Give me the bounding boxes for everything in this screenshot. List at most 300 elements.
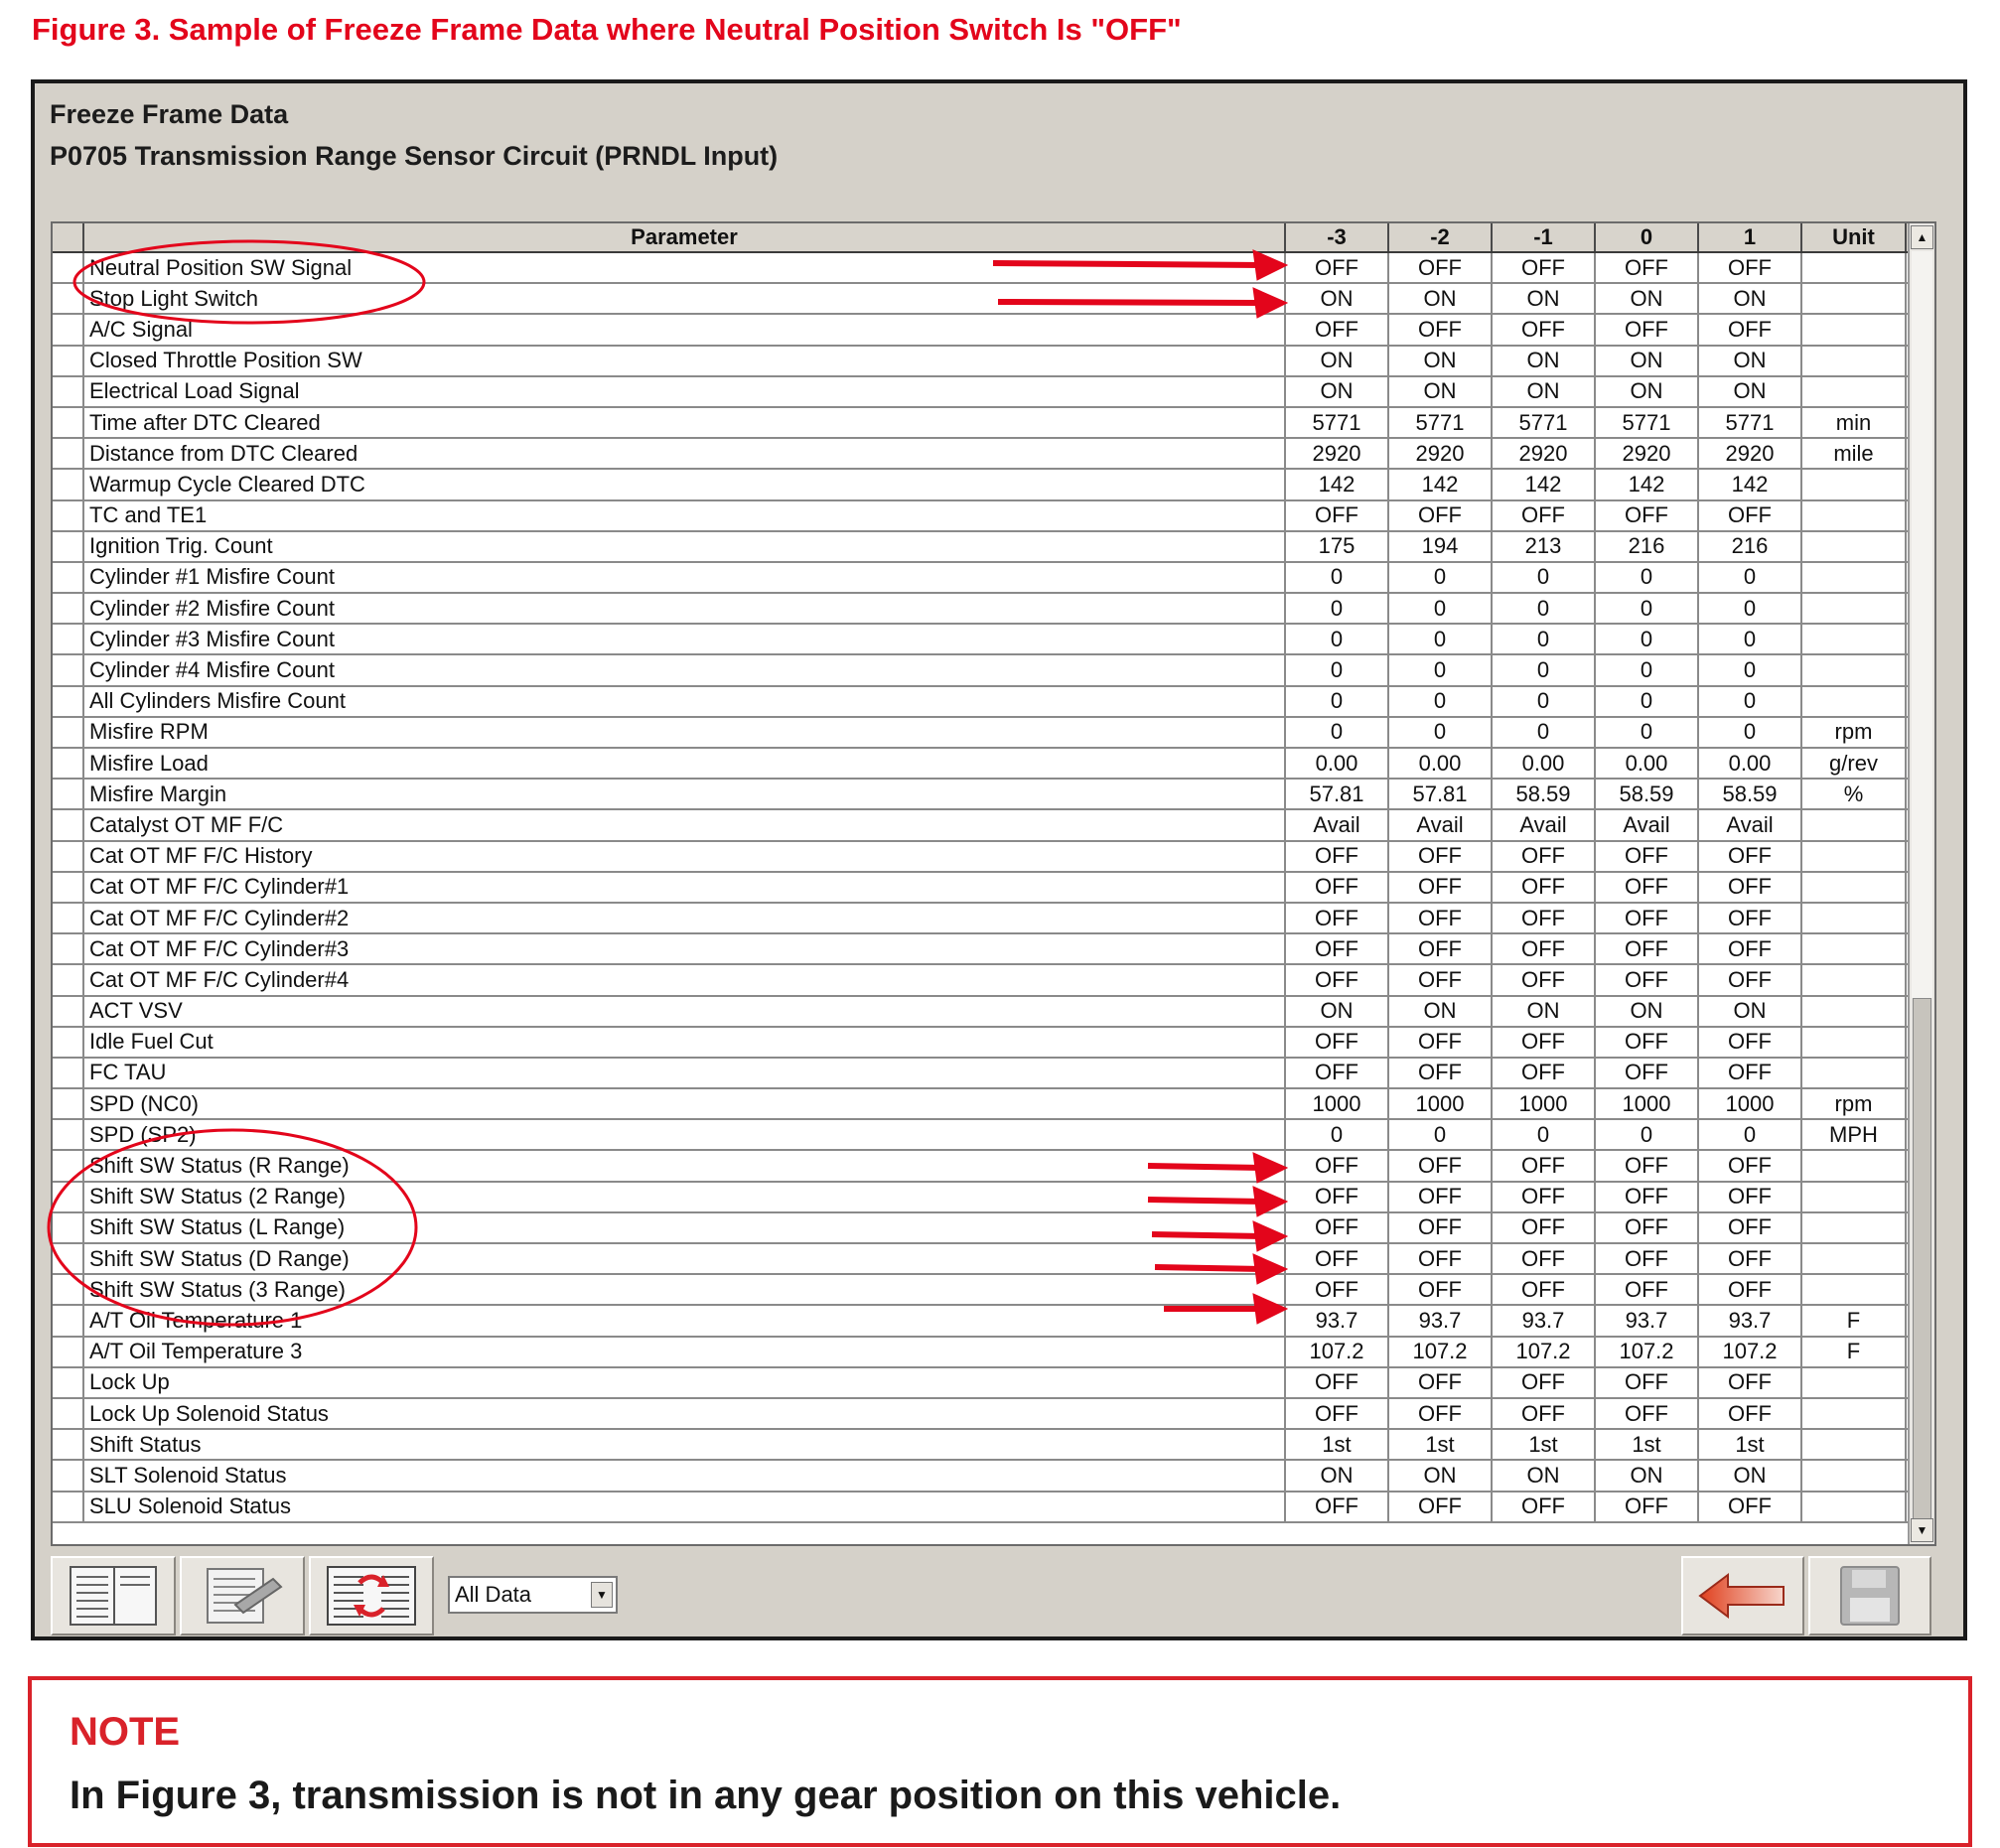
- value-cell: 0: [1699, 687, 1802, 716]
- row-select-cell[interactable]: [53, 470, 84, 498]
- parameter-cell: Shift SW Status (D Range): [84, 1244, 1286, 1273]
- value-cell: OFF: [1286, 1028, 1389, 1057]
- scroll-up-icon[interactable]: ▲: [1911, 225, 1933, 249]
- parameter-cell: Cylinder #2 Misfire Count: [84, 594, 1286, 623]
- value-cell: 213: [1493, 532, 1596, 561]
- value-cell: OFF: [1596, 934, 1699, 963]
- parameter-cell: ACT VSV: [84, 997, 1286, 1026]
- value-cell: OFF: [1596, 1399, 1699, 1428]
- data-filter-value: All Data: [455, 1582, 532, 1607]
- value-cell: 1st: [1493, 1430, 1596, 1459]
- table-row[interactable]: [53, 934, 1910, 965]
- header-frame-1[interactable]: 1: [1699, 223, 1802, 251]
- parameter-cell: Misfire Load: [84, 749, 1286, 778]
- parameter-cell: SPD (SP2): [84, 1120, 1286, 1149]
- unit-cell: [1802, 1430, 1907, 1459]
- row-select-cell[interactable]: [53, 934, 84, 963]
- value-cell: ON: [1699, 347, 1802, 375]
- table-row[interactable]: [53, 1430, 1910, 1461]
- value-cell: 0: [1389, 687, 1493, 716]
- value-cell: OFF: [1493, 315, 1596, 344]
- header-frame-minus2[interactable]: -2: [1389, 223, 1493, 251]
- value-cell: 0: [1286, 655, 1389, 684]
- value-cell: OFF: [1596, 1183, 1699, 1211]
- table-row[interactable]: [53, 284, 1910, 315]
- row-select-cell[interactable]: [53, 1120, 84, 1149]
- value-cell: 107.2: [1493, 1338, 1596, 1366]
- parameter-cell: Cat OT MF F/C Cylinder#4: [84, 965, 1286, 994]
- value-cell: OFF: [1493, 1028, 1596, 1057]
- value-cell: Avail: [1493, 810, 1596, 839]
- table-row[interactable]: [53, 873, 1910, 904]
- value-cell: 57.81: [1389, 780, 1493, 808]
- unit-cell: [1802, 842, 1907, 871]
- table-row[interactable]: [53, 1120, 1910, 1151]
- value-cell: ON: [1389, 997, 1493, 1026]
- value-cell: OFF: [1389, 965, 1493, 994]
- window-title: Freeze Frame Data: [50, 99, 289, 129]
- value-cell: 0: [1286, 718, 1389, 747]
- value-cell: 0: [1493, 563, 1596, 592]
- parameter-cell: Stop Light Switch: [84, 284, 1286, 313]
- value-cell: ON: [1596, 377, 1699, 406]
- parameter-cell: Misfire RPM: [84, 718, 1286, 747]
- row-select-cell[interactable]: [53, 563, 84, 592]
- table-row[interactable]: [53, 904, 1910, 934]
- value-cell: 1st: [1286, 1430, 1389, 1459]
- value-cell: 58.59: [1699, 780, 1802, 808]
- row-select-cell[interactable]: [53, 315, 84, 344]
- value-cell: OFF: [1389, 1244, 1493, 1273]
- table-row[interactable]: [53, 439, 1910, 470]
- value-cell: OFF: [1493, 842, 1596, 871]
- row-select-cell[interactable]: [53, 965, 84, 994]
- row-select-cell[interactable]: [53, 439, 84, 468]
- value-cell: 1000: [1596, 1089, 1699, 1118]
- value-cell: 1000: [1389, 1089, 1493, 1118]
- value-cell: OFF: [1389, 1493, 1493, 1521]
- grid-body: [53, 253, 1910, 1523]
- table-row[interactable]: [53, 625, 1910, 655]
- table-row[interactable]: [53, 1461, 1910, 1492]
- table-row[interactable]: [53, 470, 1910, 500]
- value-cell: OFF: [1699, 965, 1802, 994]
- header-unit[interactable]: Unit: [1802, 223, 1907, 251]
- table-row[interactable]: [53, 563, 1910, 594]
- value-cell: ON: [1596, 1461, 1699, 1490]
- unit-cell: [1802, 377, 1907, 406]
- value-cell: 142: [1493, 470, 1596, 498]
- header-parameter[interactable]: Parameter: [84, 223, 1286, 251]
- table-row[interactable]: [53, 780, 1910, 810]
- table-row[interactable]: [53, 1275, 1910, 1306]
- parameter-cell: Shift SW Status (2 Range): [84, 1183, 1286, 1211]
- value-cell: 0: [1493, 655, 1596, 684]
- parameter-cell: Lock Up: [84, 1368, 1286, 1397]
- row-select-cell[interactable]: [53, 253, 84, 282]
- row-select-cell[interactable]: [53, 1338, 84, 1366]
- figure-caption: Figure 3. Sample of Freeze Frame Data where Neutral Position Switch Is "OFF": [32, 12, 1182, 47]
- value-cell: OFF: [1596, 904, 1699, 932]
- row-select-cell[interactable]: [53, 997, 84, 1026]
- value-cell: OFF: [1389, 1028, 1493, 1057]
- value-cell: OFF: [1286, 1151, 1389, 1180]
- row-select-cell[interactable]: [53, 718, 84, 747]
- value-cell: 1000: [1286, 1089, 1389, 1118]
- unit-cell: [1802, 501, 1907, 530]
- value-cell: 107.2: [1699, 1338, 1802, 1366]
- value-cell: 142: [1596, 470, 1699, 498]
- save-disk-icon: [1838, 1564, 1902, 1628]
- parameter-cell: All Cylinders Misfire Count: [84, 687, 1286, 716]
- table-row[interactable]: [53, 749, 1910, 780]
- note-box: [28, 1676, 1972, 1847]
- table-row[interactable]: [53, 965, 1910, 996]
- value-cell: OFF: [1389, 501, 1493, 530]
- freeze-frame-grid: [51, 221, 1936, 1546]
- unit-cell: F: [1802, 1338, 1907, 1366]
- value-cell: OFF: [1699, 934, 1802, 963]
- unit-cell: [1802, 470, 1907, 498]
- unit-cell: [1802, 625, 1907, 653]
- table-row[interactable]: [53, 718, 1910, 749]
- unit-cell: [1802, 315, 1907, 344]
- value-cell: OFF: [1596, 1493, 1699, 1521]
- unit-cell: [1802, 1493, 1907, 1521]
- list-view-button[interactable]: [51, 1556, 176, 1635]
- value-cell: 216: [1596, 532, 1699, 561]
- table-row[interactable]: [53, 1368, 1910, 1399]
- value-cell: OFF: [1699, 1151, 1802, 1180]
- unit-cell: [1802, 934, 1907, 963]
- parameter-cell: Shift SW Status (3 Range): [84, 1275, 1286, 1304]
- value-cell: 2920: [1493, 439, 1596, 468]
- note-heading: NOTE: [70, 1710, 181, 1754]
- scroll-track[interactable]: [1912, 251, 1932, 998]
- unit-cell: [1802, 1028, 1907, 1057]
- unit-cell: [1802, 904, 1907, 932]
- value-cell: 142: [1699, 470, 1802, 498]
- table-row[interactable]: [53, 655, 1910, 686]
- value-cell: OFF: [1286, 315, 1389, 344]
- row-select-cell[interactable]: [53, 1183, 84, 1211]
- value-cell: OFF: [1699, 315, 1802, 344]
- parameter-cell: TC and TE1: [84, 501, 1286, 530]
- value-cell: ON: [1699, 377, 1802, 406]
- value-cell: OFF: [1596, 1213, 1699, 1242]
- table-row[interactable]: [53, 1493, 1910, 1523]
- value-cell: ON: [1596, 997, 1699, 1026]
- edit-list-button[interactable]: [180, 1556, 305, 1635]
- row-select-cell[interactable]: [53, 1059, 84, 1087]
- value-cell: OFF: [1699, 1399, 1802, 1428]
- parameter-cell: Lock Up Solenoid Status: [84, 1399, 1286, 1428]
- value-cell: OFF: [1286, 1399, 1389, 1428]
- value-cell: OFF: [1389, 1213, 1493, 1242]
- parameter-cell: Cat OT MF F/C Cylinder#2: [84, 904, 1286, 932]
- value-cell: OFF: [1286, 1493, 1389, 1521]
- table-row[interactable]: [53, 347, 1910, 377]
- value-cell: OFF: [1493, 934, 1596, 963]
- value-cell: 0.00: [1286, 749, 1389, 778]
- value-cell: OFF: [1699, 1183, 1802, 1211]
- value-cell: Avail: [1596, 810, 1699, 839]
- parameter-cell: Cylinder #3 Misfire Count: [84, 625, 1286, 653]
- value-cell: OFF: [1286, 842, 1389, 871]
- value-cell: 0: [1596, 1120, 1699, 1149]
- row-select-cell[interactable]: [53, 1275, 84, 1304]
- value-cell: 142: [1286, 470, 1389, 498]
- row-select-cell[interactable]: [53, 1213, 84, 1242]
- row-select-cell[interactable]: [53, 1089, 84, 1118]
- value-cell: OFF: [1286, 253, 1389, 282]
- back-button[interactable]: [1681, 1556, 1804, 1635]
- value-cell: ON: [1493, 377, 1596, 406]
- row-select-cell[interactable]: [53, 1151, 84, 1180]
- value-cell: ON: [1286, 1461, 1389, 1490]
- value-cell: OFF: [1286, 1213, 1389, 1242]
- value-cell: 0: [1286, 625, 1389, 653]
- value-cell: 0: [1389, 594, 1493, 623]
- value-cell: OFF: [1699, 1244, 1802, 1273]
- value-cell: OFF: [1286, 965, 1389, 994]
- parameter-cell: A/T Oil Temperature 3: [84, 1338, 1286, 1366]
- header-frame-0[interactable]: 0: [1596, 223, 1699, 251]
- value-cell: OFF: [1389, 1151, 1493, 1180]
- unit-cell: [1802, 253, 1907, 282]
- parameter-cell: SLU Solenoid Status: [84, 1493, 1286, 1521]
- value-cell: OFF: [1493, 904, 1596, 932]
- row-select-cell[interactable]: [53, 1368, 84, 1397]
- scroll-down-icon[interactable]: ▼: [1911, 1518, 1933, 1542]
- table-row[interactable]: [53, 532, 1910, 563]
- parameter-cell: FC TAU: [84, 1059, 1286, 1087]
- value-cell: 2920: [1596, 439, 1699, 468]
- vertical-scrollbar[interactable]: [1908, 223, 1934, 1544]
- value-cell: OFF: [1493, 1213, 1596, 1242]
- value-cell: ON: [1493, 347, 1596, 375]
- unit-cell: [1802, 563, 1907, 592]
- table-row[interactable]: [53, 501, 1910, 532]
- row-select-cell[interactable]: [53, 904, 84, 932]
- parameter-cell: A/C Signal: [84, 315, 1286, 344]
- unit-cell: [1802, 347, 1907, 375]
- value-cell: Avail: [1286, 810, 1389, 839]
- table-row[interactable]: [53, 687, 1910, 718]
- value-cell: OFF: [1493, 1244, 1596, 1273]
- unit-cell: [1802, 1275, 1907, 1304]
- row-select-cell[interactable]: [53, 749, 84, 778]
- header-frame-minus1[interactable]: -1: [1493, 223, 1596, 251]
- value-cell: Avail: [1699, 810, 1802, 839]
- value-cell: 58.59: [1493, 780, 1596, 808]
- value-cell: 1st: [1596, 1430, 1699, 1459]
- row-select-cell[interactable]: [53, 284, 84, 313]
- table-row[interactable]: [53, 408, 1910, 439]
- value-cell: OFF: [1493, 873, 1596, 902]
- value-cell: 0: [1389, 1120, 1493, 1149]
- row-select-cell[interactable]: [53, 842, 84, 871]
- chevron-down-icon[interactable]: ▼: [591, 1582, 613, 1608]
- value-cell: OFF: [1699, 1059, 1802, 1087]
- value-cell: OFF: [1699, 253, 1802, 282]
- value-cell: ON: [1286, 997, 1389, 1026]
- value-cell: 0: [1286, 1120, 1389, 1149]
- value-cell: 1st: [1699, 1430, 1802, 1459]
- value-cell: 0: [1493, 594, 1596, 623]
- table-row[interactable]: [53, 997, 1910, 1028]
- value-cell: OFF: [1286, 1244, 1389, 1273]
- value-cell: 93.7: [1493, 1306, 1596, 1335]
- value-cell: 0: [1596, 594, 1699, 623]
- row-select-cell[interactable]: [53, 1493, 84, 1521]
- value-cell: ON: [1389, 284, 1493, 313]
- parameter-cell: Warmup Cycle Cleared DTC: [84, 470, 1286, 498]
- value-cell: 0: [1389, 655, 1493, 684]
- row-select-cell[interactable]: [53, 1306, 84, 1335]
- table-row[interactable]: [53, 1338, 1910, 1368]
- value-cell: 0: [1389, 563, 1493, 592]
- value-cell: OFF: [1493, 1183, 1596, 1211]
- value-cell: OFF: [1389, 873, 1493, 902]
- value-cell: OFF: [1493, 1399, 1596, 1428]
- value-cell: OFF: [1699, 501, 1802, 530]
- value-cell: OFF: [1493, 1493, 1596, 1521]
- row-select-cell[interactable]: [53, 501, 84, 530]
- parameter-cell: Misfire Margin: [84, 780, 1286, 808]
- table-row[interactable]: [53, 1399, 1910, 1430]
- value-cell: 1000: [1699, 1089, 1802, 1118]
- table-row[interactable]: [53, 1089, 1910, 1120]
- unit-cell: [1802, 997, 1907, 1026]
- value-cell: 0: [1286, 563, 1389, 592]
- row-select-cell[interactable]: [53, 1244, 84, 1273]
- table-row[interactable]: [53, 810, 1910, 841]
- unit-cell: [1802, 1151, 1907, 1180]
- value-cell: ON: [1493, 1461, 1596, 1490]
- value-cell: OFF: [1596, 1151, 1699, 1180]
- row-select-cell[interactable]: [53, 810, 84, 839]
- row-select-cell[interactable]: [53, 780, 84, 808]
- value-cell: OFF: [1286, 934, 1389, 963]
- unit-cell: rpm: [1802, 1089, 1907, 1118]
- value-cell: ON: [1286, 347, 1389, 375]
- unit-cell: [1802, 1244, 1907, 1273]
- value-cell: OFF: [1493, 1368, 1596, 1397]
- value-cell: OFF: [1389, 1059, 1493, 1087]
- value-cell: OFF: [1699, 1368, 1802, 1397]
- value-cell: ON: [1596, 347, 1699, 375]
- parameter-cell: Shift Status: [84, 1430, 1286, 1459]
- table-row[interactable]: [53, 1028, 1910, 1059]
- table-row[interactable]: [53, 253, 1910, 284]
- header-frame-minus3[interactable]: -3: [1286, 223, 1389, 251]
- save-button[interactable]: [1808, 1556, 1931, 1635]
- value-cell: 0: [1699, 655, 1802, 684]
- value-cell: 0.00: [1699, 749, 1802, 778]
- value-cell: OFF: [1389, 934, 1493, 963]
- table-row[interactable]: [53, 1213, 1910, 1244]
- row-select-cell[interactable]: [53, 1430, 84, 1459]
- table-row[interactable]: [53, 1059, 1910, 1089]
- note-text: In Figure 3, transmission is not in any gear position on this vehicle.: [70, 1774, 1342, 1817]
- row-select-cell[interactable]: [53, 655, 84, 684]
- value-cell: ON: [1389, 377, 1493, 406]
- parameter-cell: SLT Solenoid Status: [84, 1461, 1286, 1490]
- data-filter-select[interactable]: [448, 1576, 618, 1614]
- unit-cell: [1802, 873, 1907, 902]
- value-cell: ON: [1699, 997, 1802, 1026]
- table-row[interactable]: [53, 377, 1910, 408]
- value-cell: ON: [1699, 1461, 1802, 1490]
- row-select-cell[interactable]: [53, 377, 84, 406]
- value-cell: OFF: [1389, 1183, 1493, 1211]
- unit-cell: [1802, 1399, 1907, 1428]
- swap-list-button[interactable]: [309, 1556, 434, 1635]
- row-select-cell[interactable]: [53, 408, 84, 437]
- value-cell: 2920: [1389, 439, 1493, 468]
- row-select-cell[interactable]: [53, 594, 84, 623]
- row-select-cell[interactable]: [53, 687, 84, 716]
- row-select-cell[interactable]: [53, 1399, 84, 1428]
- value-cell: OFF: [1389, 904, 1493, 932]
- value-cell: OFF: [1493, 1275, 1596, 1304]
- value-cell: 0: [1493, 1120, 1596, 1149]
- table-row[interactable]: [53, 1244, 1910, 1275]
- row-select-cell[interactable]: [53, 532, 84, 561]
- value-cell: 0.00: [1596, 749, 1699, 778]
- parameter-cell: Cat OT MF F/C Cylinder#1: [84, 873, 1286, 902]
- row-select-cell[interactable]: [53, 1028, 84, 1057]
- value-cell: 0: [1699, 563, 1802, 592]
- value-cell: 0: [1699, 718, 1802, 747]
- value-cell: OFF: [1596, 873, 1699, 902]
- row-select-cell[interactable]: [53, 625, 84, 653]
- value-cell: 0: [1596, 655, 1699, 684]
- table-row[interactable]: [53, 1306, 1910, 1337]
- value-cell: OFF: [1493, 965, 1596, 994]
- unit-cell: min: [1802, 408, 1907, 437]
- value-cell: 0: [1286, 687, 1389, 716]
- value-cell: 142: [1389, 470, 1493, 498]
- parameter-cell: Cylinder #1 Misfire Count: [84, 563, 1286, 592]
- value-cell: OFF: [1596, 1275, 1699, 1304]
- value-cell: OFF: [1286, 1275, 1389, 1304]
- value-cell: OFF: [1596, 315, 1699, 344]
- value-cell: 0: [1699, 625, 1802, 653]
- value-cell: OFF: [1389, 842, 1493, 871]
- value-cell: 194: [1389, 532, 1493, 561]
- table-row[interactable]: [53, 842, 1910, 873]
- scroll-thumb[interactable]: [1913, 998, 1931, 1534]
- value-cell: OFF: [1389, 315, 1493, 344]
- value-cell: 0: [1596, 625, 1699, 653]
- row-select-cell[interactable]: [53, 873, 84, 902]
- unit-cell: F: [1802, 1306, 1907, 1335]
- value-cell: 0: [1286, 594, 1389, 623]
- value-cell: 2920: [1699, 439, 1802, 468]
- row-select-cell[interactable]: [53, 1461, 84, 1490]
- row-select-cell[interactable]: [53, 347, 84, 375]
- table-row[interactable]: [53, 1151, 1910, 1182]
- value-cell: OFF: [1699, 873, 1802, 902]
- table-row[interactable]: [53, 594, 1910, 625]
- table-row[interactable]: [53, 315, 1910, 346]
- table-row[interactable]: [53, 1183, 1910, 1213]
- parameter-cell: Electrical Load Signal: [84, 377, 1286, 406]
- value-cell: 107.2: [1389, 1338, 1493, 1366]
- freeze-frame-window: [31, 79, 1967, 1640]
